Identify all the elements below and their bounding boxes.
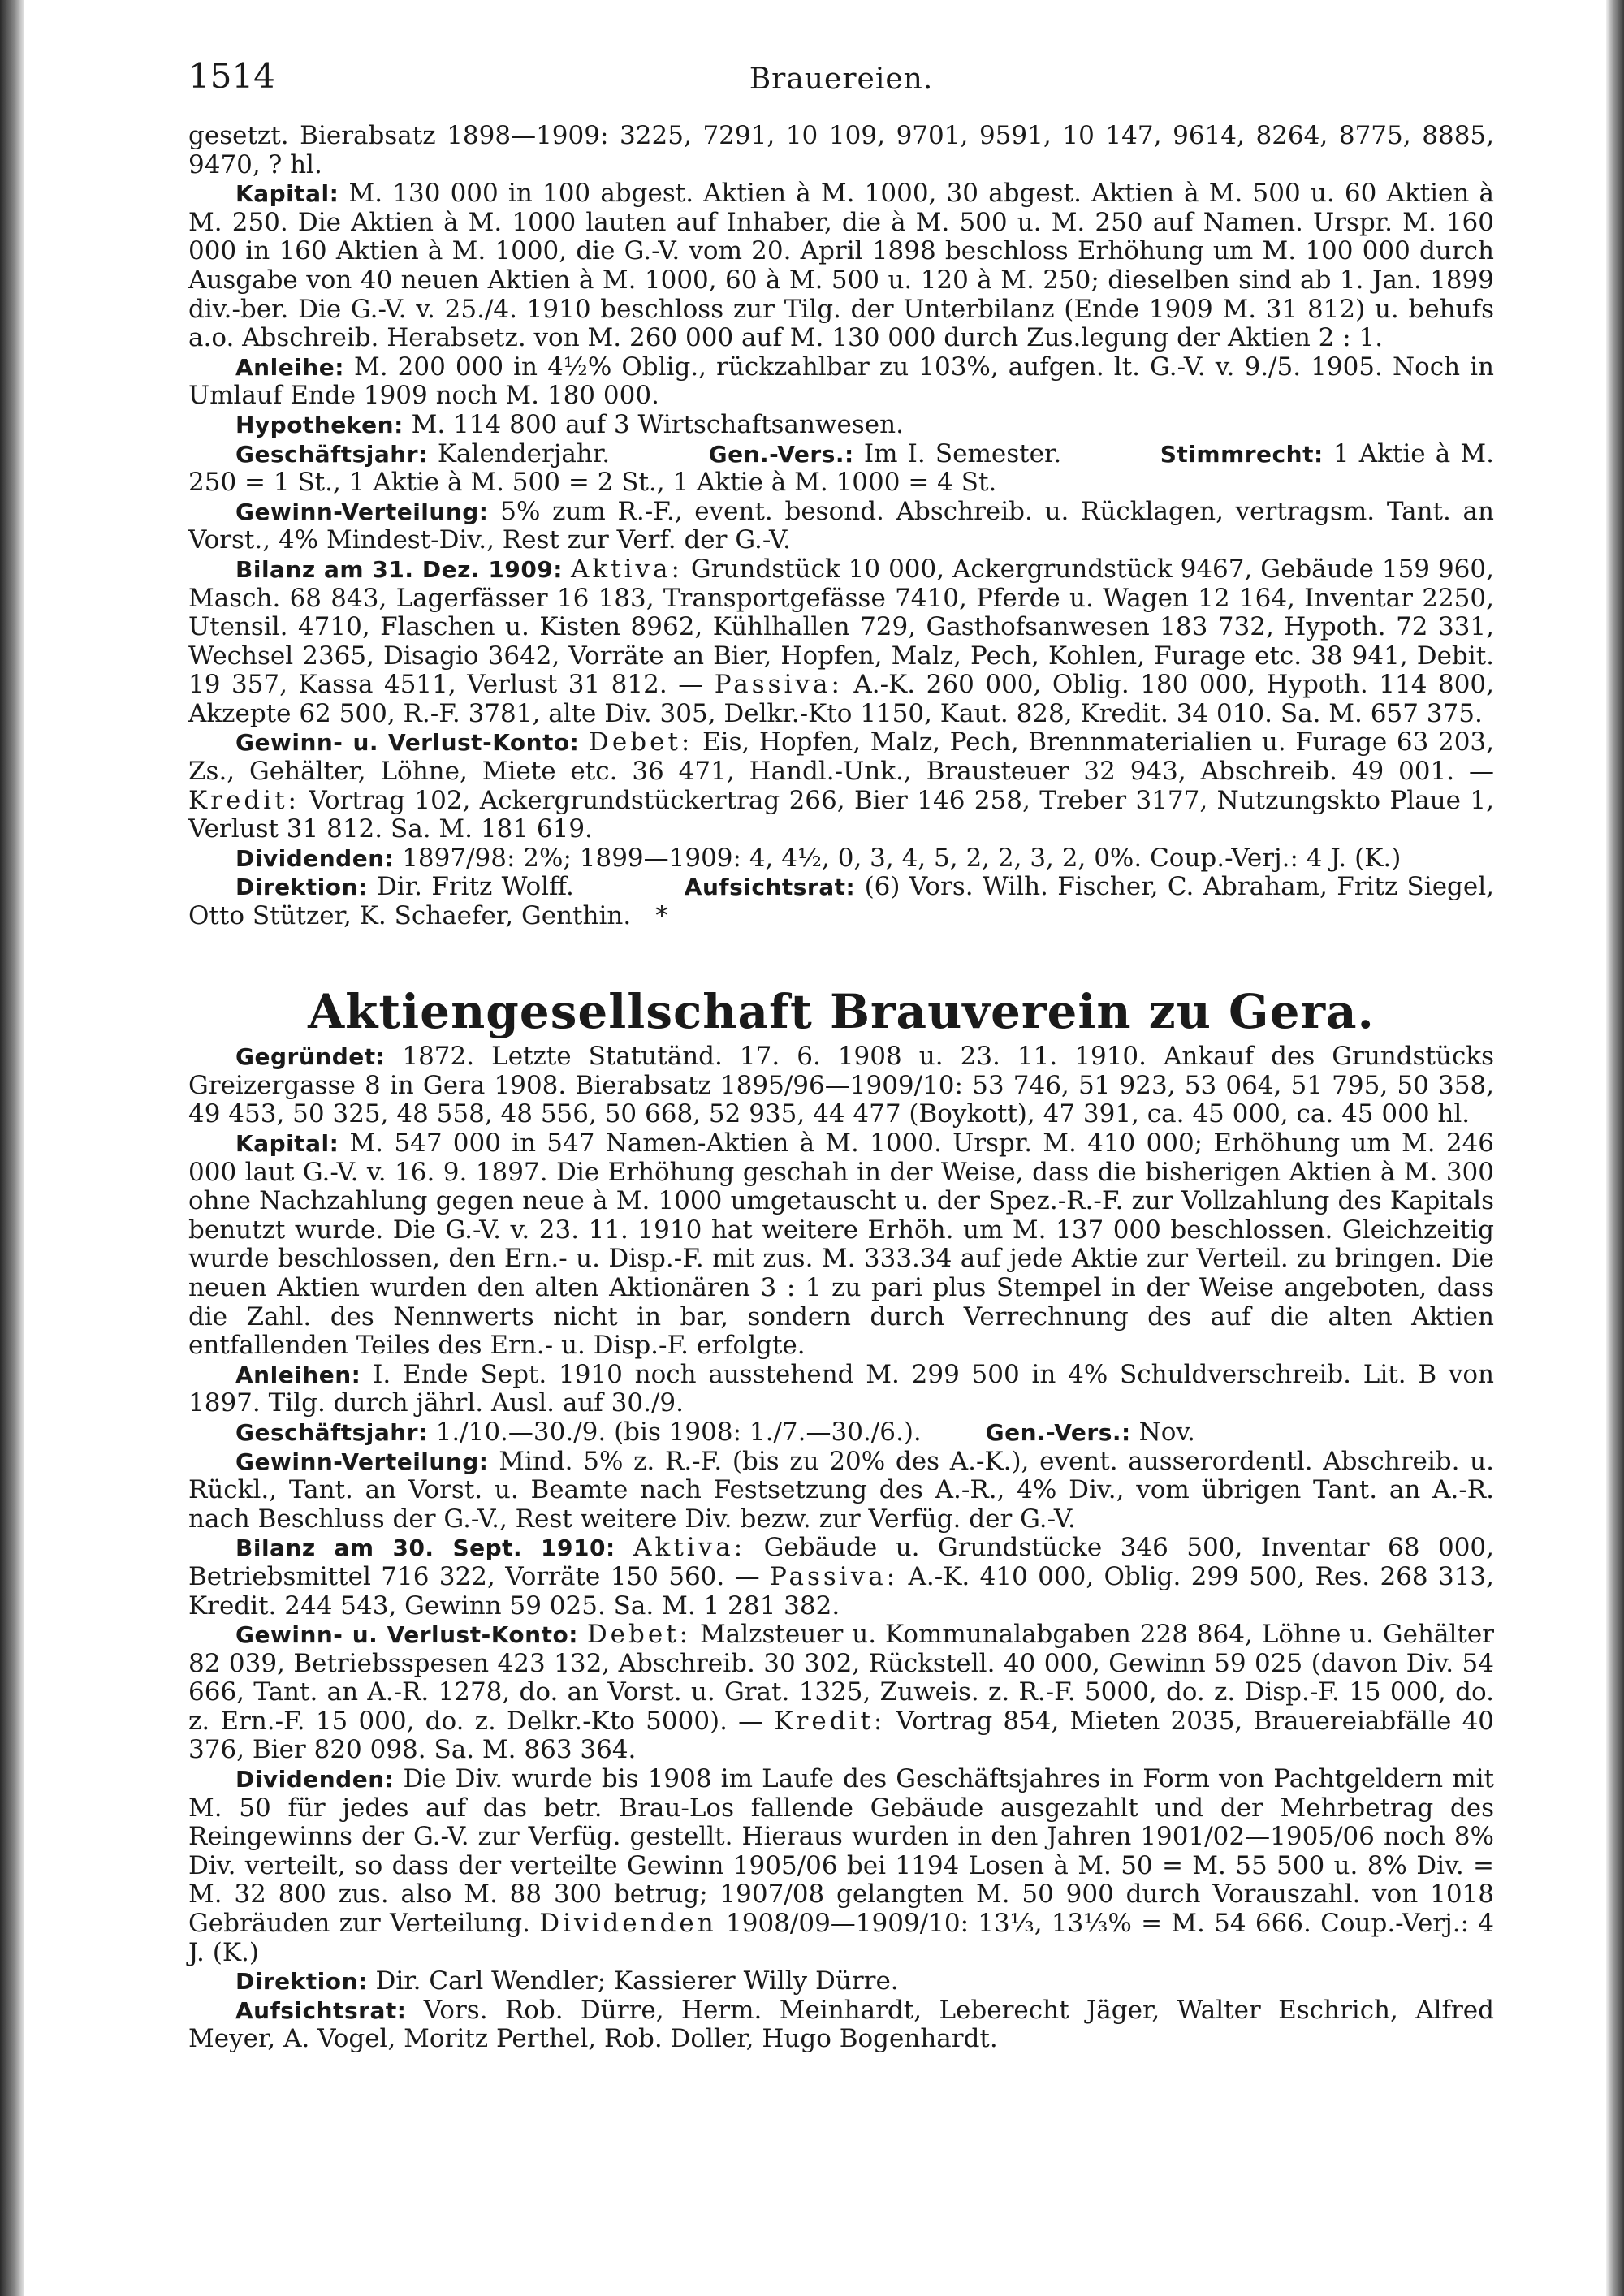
aufsichtsrat-text: Vors. Rob. Dürre, Herm. Meinhardt, Leberecht Jäger, Walter Eschrich, Alfred Meyer, A. Vogel, Moritz Perthel, Rob. Doller, Hugo Bogenhardt. [188, 1995, 1494, 2054]
bilanz-passiva-word: Passiva: [714, 670, 843, 700]
kapital-text: M. 130 000 in 100 abgest. Aktien à M. 1000, 30 abgest. Aktien à M. 500 u. 60 Aktien à M. 250. Die Aktien à M. 1000 lauten auf Inhaber, die à M. 500 u. M. 250 auf Namen. Urspr. M. 160 000 in 160 Aktien à M. 1000, die G.-V. vom 20. April 1898 beschloss Erhöhung um M. 100 000 durch Ausgabe von 40 neuen Aktien à M. 1000, 60 à M. 500 u. 120 à M. 250; dieselben sind ab 1. Jan. 1899 div.-ber. Die G.-V. v. 25./4. 1910 beschloss zur Tilg. der Unterbilanz (Ende 1909 M. 31 812) u. behufs a.o. Abschreib. Herabsetz. von M. 260 000 auf M. 130 000 durch Zus.legung der Aktien 2 : 1. [188, 179, 1494, 353]
dividenden-label: Dividenden: [235, 1766, 395, 1793]
genvers-text: Nov. [1138, 1417, 1196, 1447]
scan-edge-right [1606, 0, 1624, 2296]
geschaeftsjahr-text: Kalenderjahr. [437, 438, 611, 468]
dividenden-paragraph [188, 844, 1494, 874]
gewinn-verlust-label: Gewinn- u. Verlust-Konto: [235, 729, 580, 757]
genvers-text: Im I. Semester. [863, 438, 1062, 468]
running-title: Brauereien. [749, 63, 934, 96]
bilanz-label: Bilanz am 30. Sept. 1910: [235, 1534, 615, 1562]
gv-debet-word: Debet: [589, 727, 693, 757]
gegruendet-paragraph [188, 1042, 1494, 1129]
aufsichtsrat-label: Aufsichtsrat: [235, 1996, 407, 2024]
dividenden-text: 1897/98: 2%; 1899—1909: 4, 4½, 0, 3, 4, 5, 2, 2, 3, 2, 0%. Coup.-Verj.: 4 J. (K.) [402, 843, 1402, 873]
bilanz-label: Bilanz am 31. Dez. 1909: [235, 555, 563, 583]
bilanz-passiva-text: A.-K. 410 000, Oblig. 299 500, Res. 268 313, Kredit. 244 543, Gewinn 59 025. Sa. M. 1 281 382. [188, 1561, 1495, 1621]
bilanz-paragraph [188, 555, 1494, 729]
geschaeftsjahr-paragraph [188, 440, 1494, 498]
geschaeftsjahr-paragraph [188, 1418, 1494, 1448]
dividenden-text-a: Die Div. wurde bis 1908 im Laufe des Geschäftsjahres in Form von Pachtgeldern mit M. 50 für jedes auf das betr. Brau-Los fallende Gebäude ausgezahlt und der Mehrbetrag des Reingewinns der G.-V. zur Verfüg. gestellt. Hieraus wurden in den Jahren 1901/02—1905/06 noch 8% Div. verteilt, so dass der verteilte Gewinn 1905/06 bei 1194 Losen à M. 50 = M. 55 500 u. 8% Div. = M. 32 800 zus. also M. 88 300 betrug; 1907/08 gelangten M. 50 900 durch Vorauszahl. von 1018 Gebräuden zur Verteilung. [188, 1764, 1494, 1939]
anleihen-label: Anleihen: [235, 1361, 361, 1388]
anleihe-label: Anleihe: [235, 353, 344, 381]
gv-debet-word: Debet: [586, 1620, 692, 1650]
running-head [188, 57, 1494, 106]
gewinnverteilung-text: 5% zum R.-F., event. besond. Abschreib. u. Rücklagen, vertragsm. Tant. an Vorst., 4% Mindest-Div., Rest zur Verf. der G.-V. [188, 496, 1495, 555]
kapital-paragraph [188, 1129, 1494, 1361]
genvers-label: Gen.-Vers.: [985, 1418, 1131, 1446]
gewinn-verlust-paragraph [188, 728, 1494, 844]
direktion-paragraph [188, 1967, 1494, 1996]
document-page [188, 57, 1494, 2265]
gv-kredit-word: Kredit: [188, 785, 300, 815]
geschaeftsjahr-text: 1./10.—30./9. (bis 1908: 1./7.—30./6.). [435, 1417, 922, 1447]
aufsichtsrat-paragraph [188, 1996, 1494, 2054]
hypotheken-label: Hypotheken: [235, 411, 404, 438]
bilanz-aktiva-text: Gebäude u. Grundstücke 346 500, Inventar 68 000, Betriebsmittel 716 322, Vorräte 150 560. — [188, 1533, 1495, 1591]
aufsichtsrat-text: (6) Vors. Wilh. Fischer, C. Abraham, Fritz Siegel, Otto Stützer, K. Schaefer, Genthin. [188, 872, 1495, 931]
bilanz-aktiva-word: Aktiva: [633, 1533, 746, 1563]
dividenden-text-b: 1908/09—1909/10: 13⅓, 13⅓% = M. 54 666. Coup.-Verj.: 4 J. (K.) [188, 1909, 1494, 1967]
gv-kredit-text: Vortrag 854, Mieten 2035, Brauereiabfälle 40 376, Bier 820 098. Sa. M. 863 364. [188, 1706, 1495, 1765]
section-brauverein-gera [188, 1042, 1494, 2054]
geschaeftsjahr-label: Geschäftsjahr: [235, 440, 428, 468]
kapital-paragraph [188, 179, 1494, 353]
aufsichtsrat-label: Aufsichtsrat: [684, 874, 856, 901]
kapital-label: Kapital: [235, 180, 339, 208]
anleihen-text: I. Ende Sept. 1910 noch ausstehend M. 299 500 in 4% Schuldverschreib. Lit. B von 1897. Tilg. durch jährl. Ausl. auf 30./9. [188, 1359, 1495, 1418]
kapital-text: M. 547 000 in 547 Namen-Aktien à M. 1000. Urspr. M. 410 000; Erhöhung um M. 246 000 laut G.-V. v. 16. 9. 1897. Die Erhöhung geschah in der Weise, dass die bisherigen Aktien à M. 300 ohne Nachzahlung gegen neue à M. 1000 umgetauscht u. der Spez.-R.-F. zur Vollzahlung des Kapitals benutzt wurde. Die G.-V. v. 23. 11. 1910 hat weitere Erhöh. um M. 137 000 beschlossen. Gleichzeitig wurde beschlossen, den Ern.- u. Disp.-F. mit zus. M. 333.34 auf jede Aktie zur Verteil. zu bringen. Die neuen Aktien wurden den alten Aktionären 3 : 1 zu pari plus Stempel in der Weise angeboten, dass die Zahl. des Nennwerts nicht in bar, sondern durch Verrechnung des auf die alten Aktien entfallenden Teiles des Ern.- u. Disp.-F. erfolgte. [188, 1129, 1494, 1361]
stimmrecht-text: 1 Aktie à M. 250 = 1 St., 1 Aktie à M. 500 = 2 St., 1 Aktie à M. 1000 = 4 St. [188, 438, 1494, 498]
company-title: Aktiengesellschaft Brauverein zu Gera. [308, 983, 1375, 1039]
section-previous-company [188, 122, 1494, 931]
geschaeftsjahr-label: Geschäftsjahr: [235, 1418, 428, 1446]
bilanz-aktiva-text: Grundstück 10 000, Ackergrundstück 9467, Gebäude 159 960, Masch. 68 843, Lagerfässer 16 183, Transportgefässe 7410, Pferde u. Wagen 12 164, Inventar 2250, Utensil. 4710, Flaschen u. Kisten 8962, Kühlhallen 729, Gasthofsanwesen 183 732, Hypoth. 72 331, Wechsel 2365, Disagio 3642, Vorräte an Bier, Hopfen, Malz, Pech, Kohlen, Furage etc. 38 941, Debit. 19 357, Kassa 4511, Verlust 31 812. — [188, 554, 1494, 700]
bilanz-passiva-text: A.-K. 260 000, Oblig. 180 000, Hypoth. 114 800, Akzepte 62 500, R.-F. 3781, alte Div. 305, Delkr.-Kto 1150, Kaut. 828, Kredit. 34 010. Sa. M. 657 375. [188, 670, 1495, 728]
gewinn-verlust-label: Gewinn- u. Verlust-Konto: [235, 1621, 578, 1649]
direktion-text: Dir. Carl Wendler; Kassierer Willy Dürre. [375, 1966, 899, 1996]
direktion-text: Dir. Fritz Wolff. [376, 872, 574, 902]
anleihen-paragraph [188, 1361, 1494, 1418]
direktion-paragraph [188, 873, 1494, 930]
genvers-label: Gen.-Vers.: [708, 440, 854, 468]
bilanz-paragraph [188, 1534, 1494, 1621]
bierabsatz-paragraph: gesetzt. Bierabsatz 1898—1909: 3225, 7291, 10 109, 9701, 9591, 10 147, 9614, 8264, 8775, 8885, 9470, ? hl. [188, 121, 1494, 179]
gegruendet-label: Gegründet: [235, 1043, 386, 1071]
scan-edge-left [0, 0, 24, 2296]
bilanz-aktiva-word: Aktiva: [570, 554, 683, 584]
anleihe-text: M. 200 000 in 4½% Oblig., rückzahlbar zu 103%, aufgen. lt. G.-V. v. 9./5. 1905. Noch in Umlauf Ende 1909 noch M. 180 000. [188, 352, 1494, 411]
bilanz-passiva-word: Passiva: [770, 1561, 899, 1591]
hypotheken-paragraph [188, 411, 1494, 440]
gv-kredit-text: Vortrag 102, Ackergrundstückertrag 266, Bier 146 258, Treber 3177, Nutzungskto Plaue 1, Verlust 31 812. Sa. M. 181 619. [188, 785, 1494, 844]
stimmrecht-label: Stimmrecht: [1160, 440, 1324, 468]
end-mark: * [655, 901, 668, 931]
kapital-label: Kapital: [235, 1130, 339, 1157]
dividenden-paragraph [188, 1765, 1494, 1967]
hypotheken-text: M. 114 800 auf 3 Wirtschaftsanwesen. [411, 409, 904, 439]
gewinnverteilung-text: Mind. 5% z. R.-F. (bis zu 20% des A.-K.), event. ausserordentl. Abschreib. u. Rückl., Tant. an Vorst. u. Beamte nach Festsetzung des A.-R., 4% Div., vom übrigen Tant. an A.-R. nach Beschluss der G.-V., Rest weitere Div. bezw. zur Verfüg. der G.-V. [188, 1446, 1494, 1534]
gewinn-verlust-paragraph [188, 1621, 1494, 1765]
gegruendet-text: 1872. Letzte Statutänd. 17. 6. 1908 u. 23. 11. 1910. Ankauf des Grundstücks Greizergasse 8 in Gera 1908. Bierabsatz 1895/96—1909/10: 53 746, 51 923, 53 064, 51 795, 50 358, 49 453, 50 325, 48 558, 48 556, 50 668, 52 935, 44 477 (Boykott), 47 391, ca. 45 000, ca. 45 000 hl. [188, 1042, 1494, 1129]
gewinnverteilung-paragraph [188, 498, 1494, 555]
direktion-label: Direktion: [235, 1968, 368, 1996]
page-number: 1514 [188, 56, 275, 96]
gewinnverteilung-label: Gewinn-Verteilung: [235, 1448, 489, 1475]
gv-kredit-word: Kredit: [774, 1706, 886, 1736]
gv-debet-text: Malzsteuer u. Kommunalabgaben 228 864, Löhne u. Gehälter 82 039, Betriebsspesen 423 132, Abschreib. 30 302, Rückstell. 40 000, Gewinn 59 025 (davon Div. 54 666, Tant. an A.-R. 1278, do. an Vorst. u. Grat. 1325, Zuweis. z. R.-F. 5000, do. z. Disp.-F. 15 000, do. z. Ern.-F. 15 000, do. z. Delkr.-Kto 5000). — [188, 1620, 1494, 1736]
gv-debet-text: Eis, Hopfen, Malz, Pech, Brennmaterialien u. Furage 63 203, Zs., Gehälter, Löhne, Miete etc. 36 471, Handl.-Unk., Brausteuer 32 943, Abschreib. 49 001. — [188, 727, 1495, 787]
gewinnverteilung-label: Gewinn-Verteilung: [235, 498, 489, 525]
anleihe-paragraph [188, 353, 1494, 411]
dividenden-word: Dividenden [539, 1909, 717, 1939]
direktion-label: Direktion: [235, 874, 368, 901]
gewinnverteilung-paragraph [188, 1448, 1494, 1534]
dividenden-label: Dividenden: [235, 844, 395, 872]
